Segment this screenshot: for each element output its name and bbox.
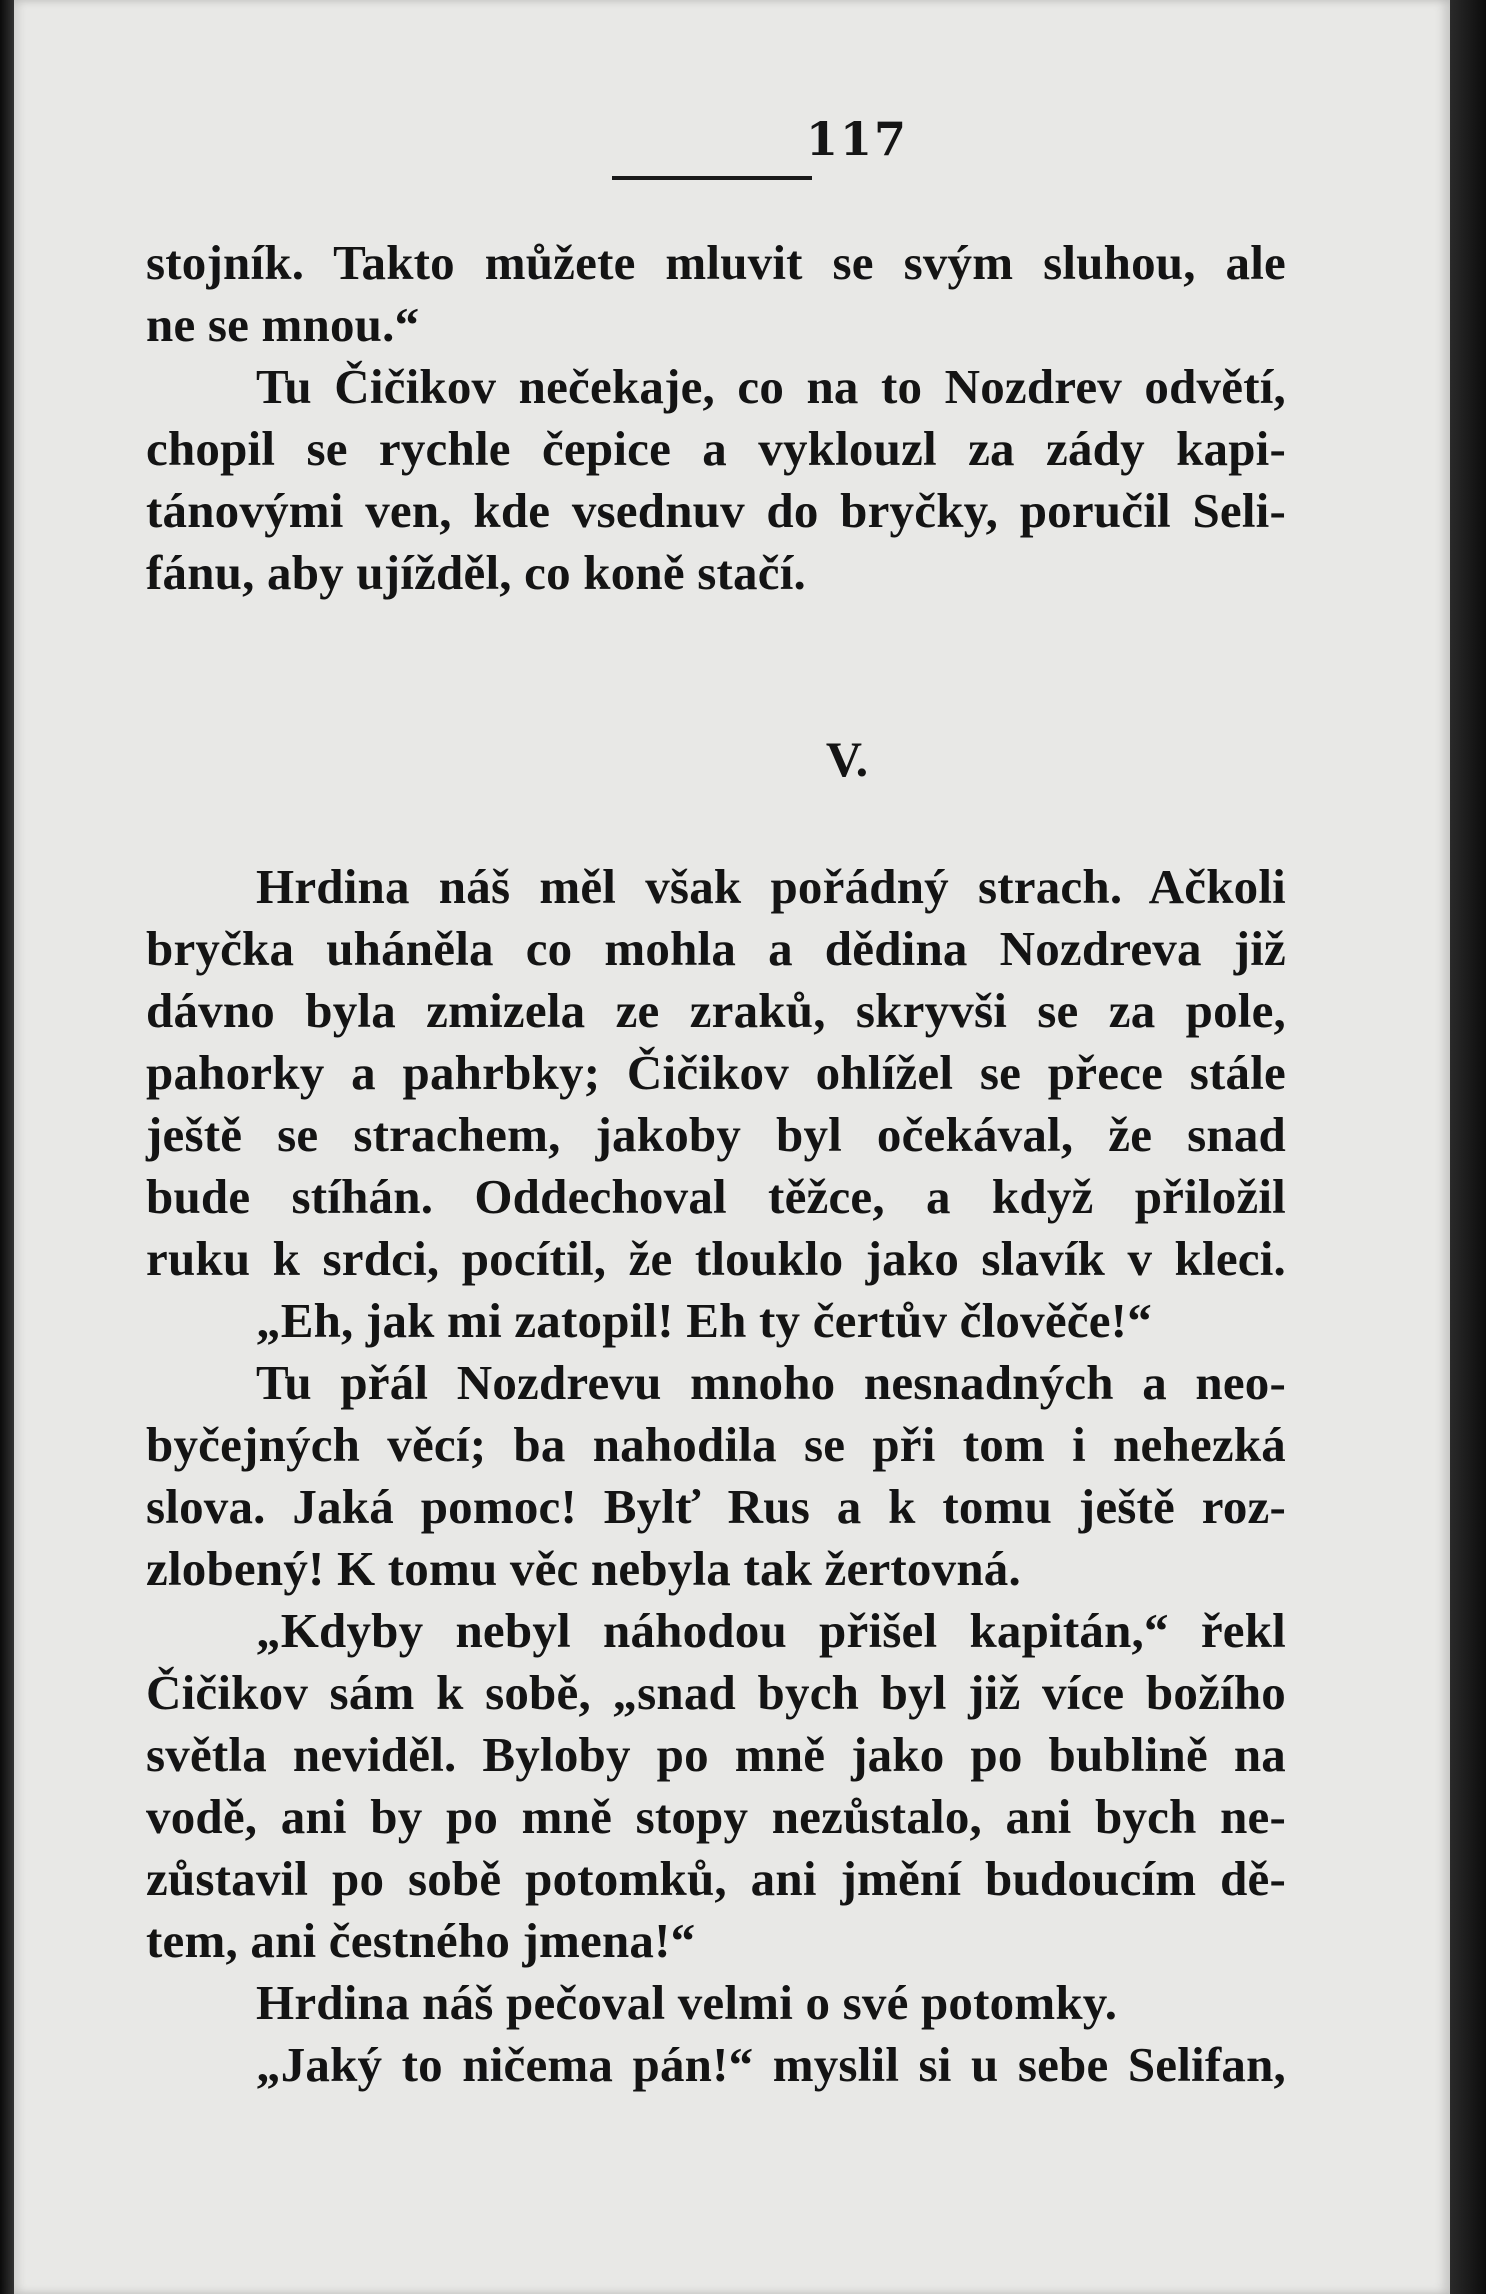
text-line: vodě, ani by po mně stopy nezůstalo, ani bych ne- [146,1789,1286,1844]
text-line: „Eh, jak mi zatopil! Eh ty čertův člověče!“ [256,1293,1152,1348]
text-line: Čičikov sám k sobě, „snad bych byl již více božího [146,1665,1286,1720]
text-line: pahorky a pahrbky; Čičikov ohlížel se přece stále [146,1045,1286,1100]
text-line: „Jaký to ničema pán!“ myslil si u sebe Selifan, [256,2037,1286,2092]
book-right-edge [1450,0,1486,2294]
text-line: Hrdina náš měl však pořádný strach. Ačkoli [256,859,1286,914]
text-line: ne se mnou.“ [146,297,420,352]
chapter-heading: V. [825,731,869,787]
text-line: bryčka uháněla co mohla a dědina Nozdreva již [146,921,1286,976]
page-number: 117 [805,112,909,166]
text-line: „Kdyby nebyl náhodou přišel kapitán,“ řekl [256,1603,1286,1658]
section-2-text [146,856,1286,2096]
text-line: slova. Jaká pomoc! Bylť Rus a k tomu ještě roz- [146,1479,1286,1534]
text-line: tánovými ven, kde vsednuv do bryčky, poručil Seli- [146,483,1286,538]
text-line: dávno byla zmizela ze zraků, skryvši se za pole, [146,983,1286,1038]
text-line: zůstavil po sobě potomků, ani jmění budoucím dě- [146,1851,1286,1906]
text-line: zlobený! K tomu věc nebyla tak žertovná. [146,1541,1021,1596]
text-line: bude stíhán. Oddechoval těžce, a když přiložil [146,1169,1286,1224]
text-line: ještě se strachem, jakoby byl očekával, že snad [146,1107,1286,1162]
text-line: fánu, aby ujížděl, co koně stačí. [146,545,806,600]
book-page [14,0,1450,2294]
text-line: byčejných věcí; ba nahodila se při tom i nehezká [146,1417,1286,1472]
text-line: Tu Čičikov nečekaje, co na to Nozdrev odvětí, [256,359,1286,414]
text-line: ruku k srdci, pocítil, že tlouklo jako slavík v kleci. [146,1231,1286,1286]
header-rule [612,176,812,180]
text-line: tem, ani čestného jmena!“ [146,1913,696,1968]
text-line: chopil se rychle čepice a vyklouzl za zády kapi- [146,421,1286,476]
text-line: Hrdina náš pečoval velmi o své potomky. [256,1975,1118,2030]
text-line: Tu přál Nozdrevu mnoho nesnadných a neo- [256,1355,1286,1410]
section-1-text [146,232,1286,604]
text-line: světla neviděl. Byloby po mně jako po bublině na [146,1727,1286,1782]
text-line: stojník. Takto můžete mluvit se svým sluhou, ale [146,235,1286,290]
